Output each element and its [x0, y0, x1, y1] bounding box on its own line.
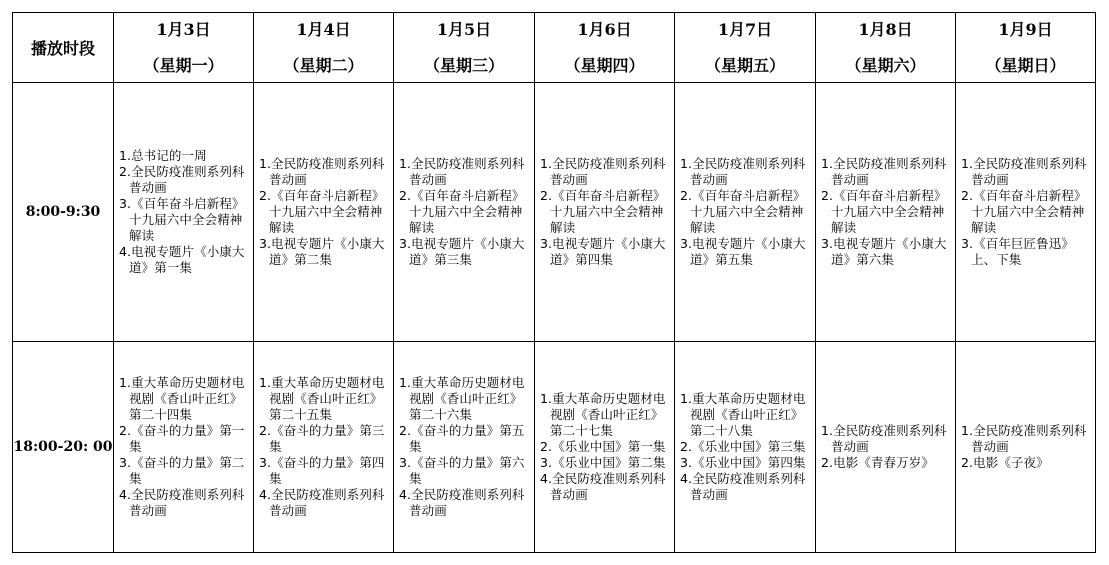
time-slot-row: [13, 83, 1096, 342]
program-item: 1.全民防疫准则系列科普动画: [680, 156, 806, 188]
time-slot-label: 18:00-20: 00: [13, 342, 114, 553]
day-date: 1月8日: [858, 19, 913, 39]
program-item: 2.《百年奋斗启新程》十九届六中全会精神解读: [961, 188, 1087, 236]
day-header: [535, 13, 675, 83]
program-item: 3.电视专题片《小康大道》第四集: [540, 236, 666, 268]
program-list: [394, 375, 534, 519]
day-header: [394, 13, 535, 83]
slot-column-header: 播放时段: [13, 13, 114, 83]
program-item: 3.《百年奋斗启新程》十九届六中全会精神解读: [119, 196, 245, 244]
program-item: 3.《奋斗的力量》第二集: [119, 455, 245, 487]
program-cell: [675, 83, 816, 342]
program-item: 3.电视专题片《小康大道》第六集: [821, 236, 947, 268]
program-cell: [535, 342, 675, 553]
program-list: [956, 156, 1095, 268]
program-item: 3.《乐业中国》第四集: [680, 455, 806, 471]
program-cell: [394, 83, 535, 342]
program-cell: [816, 342, 956, 553]
program-item: 1.重大革命历史题材电视剧《香山叶正红》第二十四集: [119, 375, 245, 423]
program-item: 1.全民防疫准则系列科普动画: [821, 423, 947, 455]
program-list: [254, 375, 393, 519]
program-item: 3.电视专题片《小康大道》第二集: [259, 236, 385, 268]
day-weekday: （星期二）: [283, 55, 364, 75]
program-cell: [254, 83, 394, 342]
day-weekday: （星期一）: [143, 55, 224, 75]
day-header: [956, 13, 1096, 83]
program-list: [254, 156, 393, 268]
program-item: 3.《奋斗的力量》第四集: [259, 455, 385, 487]
program-item: 1.全民防疫准则系列科普动画: [399, 156, 525, 188]
program-item: 1.全民防疫准则系列科普动画: [540, 156, 666, 188]
day-header: [114, 13, 254, 83]
program-item: 3.《乐业中国》第二集: [540, 455, 666, 471]
day-date: 1月7日: [717, 19, 773, 39]
program-cell: [254, 342, 394, 553]
program-item: 1.全民防疫准则系列科普动画: [821, 156, 947, 188]
day-date: 1月4日: [296, 19, 351, 39]
program-list: [114, 375, 253, 519]
program-cell: [956, 83, 1096, 342]
program-item: 1.重大革命历史题材电视剧《香山叶正红》第二十八集: [680, 391, 806, 439]
program-item: 4.全民防疫准则系列科普动画: [119, 487, 245, 519]
program-item: 1.重大革命历史题材电视剧《香山叶正红》第二十七集: [540, 391, 666, 439]
program-item: 2.《奋斗的力量》第一集: [119, 423, 245, 455]
program-item: 2.《奋斗的力量》第五集: [399, 423, 525, 455]
program-list: [535, 391, 674, 503]
day-date: 1月3日: [156, 19, 211, 39]
program-list: [816, 156, 955, 268]
program-item: 2.《百年奋斗启新程》十九届六中全会精神解读: [540, 188, 666, 236]
program-item: 2.《百年奋斗启新程》十九届六中全会精神解读: [680, 188, 806, 236]
schedule-body: [13, 83, 1096, 553]
program-cell: [394, 342, 535, 553]
program-item: 1.全民防疫准则系列科普动画: [961, 423, 1087, 455]
day-weekday: （星期三）: [423, 55, 504, 75]
program-item: 2.《百年奋斗启新程》十九届六中全会精神解读: [821, 188, 947, 236]
program-item: 2.《百年奋斗启新程》十九届六中全会精神解读: [259, 188, 385, 236]
day-weekday: （星期五）: [704, 55, 785, 75]
program-item: 3.电视专题片《小康大道》第三集: [399, 236, 525, 268]
day-date: 1月6日: [577, 19, 632, 39]
program-cell: [114, 83, 254, 342]
program-item: 1.重大革命历史题材电视剧《香山叶正红》第二十五集: [259, 375, 385, 423]
program-list: [394, 156, 534, 268]
program-item: 4.全民防疫准则系列科普动画: [680, 471, 806, 503]
program-item: 1.全民防疫准则系列科普动画: [259, 156, 385, 188]
program-list: [675, 156, 815, 268]
program-item: 3.《奋斗的力量》第六集: [399, 455, 525, 487]
program-item: 4.全民防疫准则系列科普动画: [540, 471, 666, 503]
program-item: 3.《百年巨匠鲁迅》上、下集: [961, 236, 1074, 268]
program-item: 1.全民防疫准则系列科普动画: [961, 156, 1087, 188]
time-slot-label: 8:00-9:30: [13, 83, 114, 342]
day-date: 1月5日: [436, 19, 492, 39]
program-cell: [956, 342, 1096, 553]
program-cell: [535, 83, 675, 342]
program-cell: [114, 342, 254, 553]
day-weekday: （星期日）: [985, 55, 1066, 75]
program-item: 2.全民防疫准则系列科普动画: [119, 164, 245, 196]
day-weekday: （星期四）: [564, 55, 645, 75]
time-slot-row: [13, 342, 1096, 553]
program-list: [956, 423, 1095, 471]
program-item: 2.电影《青春万岁》: [821, 455, 934, 471]
program-cell: [675, 342, 816, 553]
day-header: [675, 13, 816, 83]
day-header: [254, 13, 394, 83]
program-item: 4.全民防疫准则系列科普动画: [259, 487, 385, 519]
header-row: [13, 13, 1096, 83]
program-item: 1.总书记的一周: [119, 148, 207, 164]
program-item: 2.《奋斗的力量》第三集: [259, 423, 385, 455]
program-list: [535, 156, 674, 268]
program-item: 2.《乐业中国》第三集: [680, 439, 806, 455]
program-item: 4.全民防疫准则系列科普动画: [399, 487, 525, 519]
program-item: 3.电视专题片《小康大道》第五集: [680, 236, 806, 268]
program-list: [675, 391, 815, 503]
day-weekday: （星期六）: [845, 55, 926, 75]
program-item: 2.《百年奋斗启新程》十九届六中全会精神解读: [399, 188, 525, 236]
program-cell: [816, 83, 956, 342]
program-item: 4.电视专题片《小康大道》第一集: [119, 244, 245, 276]
day-date: 1月9日: [998, 19, 1053, 39]
program-item: 2.《乐业中国》第一集: [540, 439, 666, 455]
broadcast-schedule-table: [12, 12, 1096, 553]
program-list: [816, 423, 955, 471]
day-header: [816, 13, 956, 83]
program-item: 2.电影《子夜》: [961, 455, 1049, 471]
program-list: [114, 148, 253, 276]
program-item: 1.重大革命历史题材电视剧《香山叶正红》第二十六集: [399, 375, 525, 423]
